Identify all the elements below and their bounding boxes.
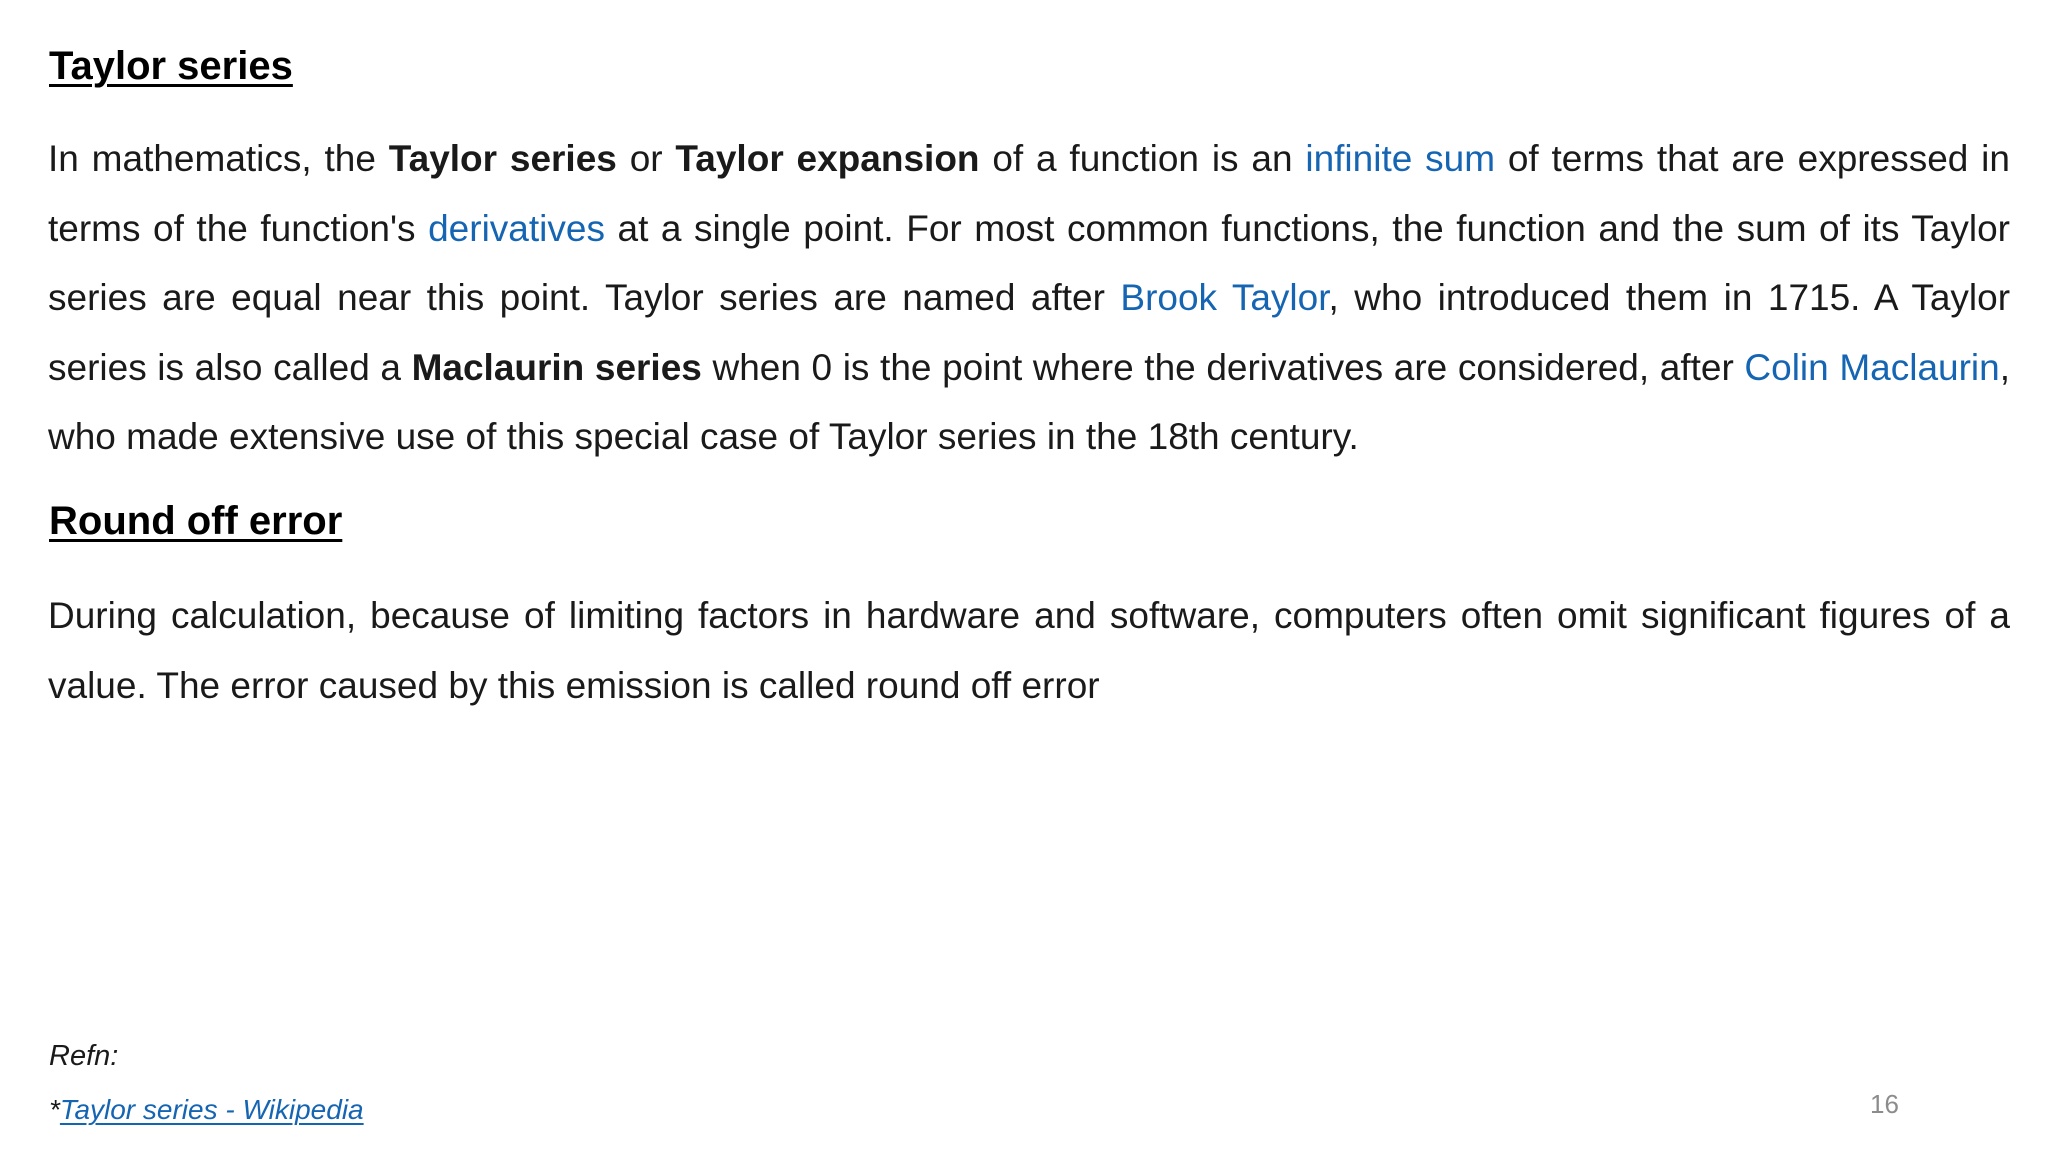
round-off-error-paragraph bbox=[48, 581, 2010, 720]
paragraph-text: , who made extensive use of this special case of Taylor series in the 18th century. bbox=[48, 346, 2011, 457]
taylor-series-paragraph bbox=[48, 124, 2010, 472]
reference-asterisk: * bbox=[49, 1094, 60, 1125]
bold-term: Maclaurin series bbox=[411, 346, 702, 388]
bold-term: Taylor expansion bbox=[675, 138, 980, 179]
paragraph-text: of terms that are expressed in terms of the function's bbox=[48, 138, 2010, 249]
paragraph-text: of a function is an bbox=[979, 138, 1306, 179]
inline-link[interactable]: derivatives bbox=[428, 207, 605, 249]
inline-link[interactable]: Colin Maclaurin bbox=[1744, 346, 2000, 388]
section-heading-taylor-series: Taylor series bbox=[49, 44, 293, 88]
paragraph-text: or bbox=[616, 138, 676, 179]
inline-link[interactable]: Brook Taylor bbox=[1120, 277, 1329, 318]
page-number: 16 bbox=[1870, 1089, 1899, 1119]
paragraph-text: when 0 is the point where the derivatives are considered, after bbox=[701, 346, 1745, 388]
reference-label: Refn: bbox=[49, 1040, 119, 1072]
reference-link-wikipedia[interactable]: Taylor series - Wikipedia bbox=[59, 1094, 364, 1125]
section-heading-round-off-error: Round off error bbox=[49, 499, 343, 543]
paragraph-text: During calculation, because of limiting factors in hardware and software, computers often omit significant figures of a value. The error caused by this emission is called round off error bbox=[48, 595, 2010, 706]
paragraph-text: at a single point. For most common functions, the function and the sum of its Taylor series are equal near this point. Taylor series are named after bbox=[48, 207, 2011, 318]
paragraph-text: In mathematics, the bbox=[48, 138, 389, 179]
reference-line bbox=[49, 1092, 364, 1128]
bold-term: Taylor series bbox=[388, 138, 617, 179]
paragraph-text: , who introduced them in 1715. A Taylor series is also called a bbox=[48, 277, 2011, 388]
inline-link[interactable]: infinite sum bbox=[1305, 138, 1496, 179]
